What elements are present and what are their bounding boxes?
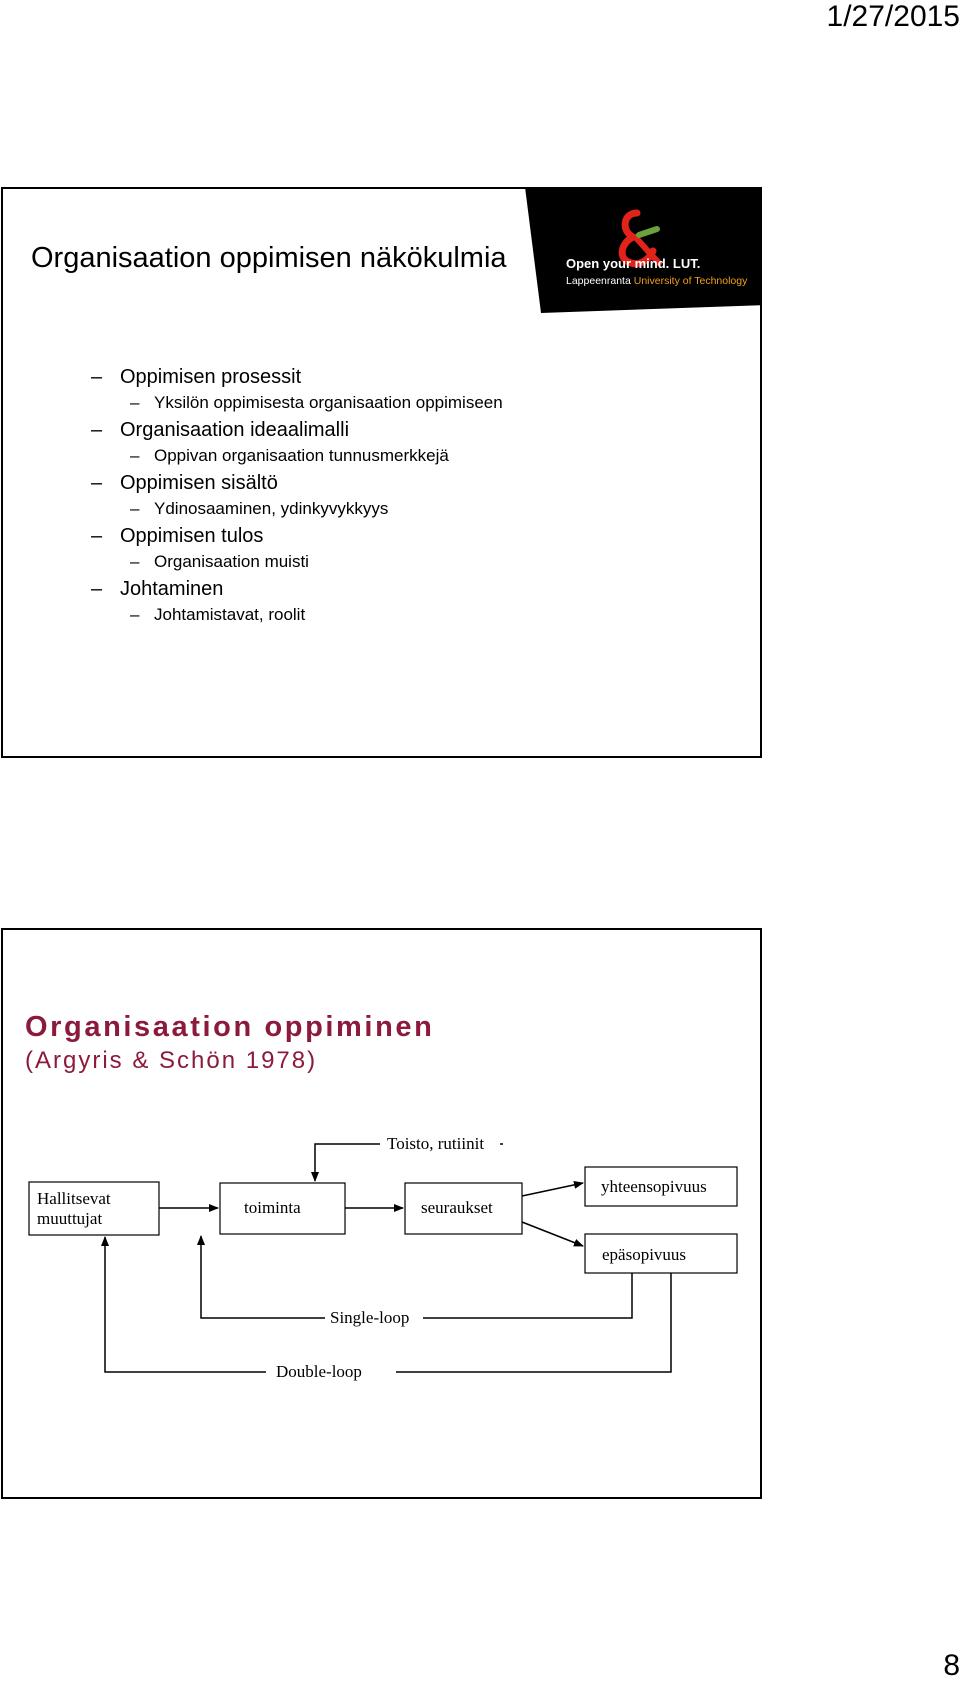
- slide-2-subtitle: (Argyris & Schön 1978): [25, 1047, 318, 1074]
- sub-bullet-item: – Johtamistavat, roolit: [3, 603, 523, 629]
- slide-1: [1, 187, 762, 758]
- dash-icon: –: [130, 499, 140, 518]
- dash-icon: –: [91, 578, 103, 600]
- sub-bullet-item: – Ydinosaaminen, ydinkyvykkyys: [3, 497, 523, 523]
- bullet-list: [3, 364, 523, 629]
- slide-2: [1, 928, 762, 1499]
- dash-icon: –: [91, 472, 103, 494]
- logo-university: Lappeenranta University of Technology: [566, 275, 748, 287]
- label-yhteensopivuus: yhteensopivuus: [601, 1177, 707, 1196]
- label-toiminta: toiminta: [244, 1198, 301, 1217]
- dash-icon: –: [91, 525, 103, 547]
- label-toisto-rutiinit: Toisto, rutiinit: [387, 1134, 485, 1153]
- label-hallitsevat: Hallitsevat: [37, 1189, 111, 1208]
- label-muuttujat: muuttujat: [37, 1209, 103, 1228]
- arrow-seuraukset-yhteensopivuus: [522, 1183, 583, 1196]
- dash-icon: –: [91, 366, 103, 388]
- bullet-item: – Oppimisen tulos: [91, 525, 264, 547]
- dash-icon: –: [130, 446, 140, 465]
- sub-bullet-item: – Oppivan organisaation tunnusmerkkejä: [3, 444, 523, 470]
- loop-single: [201, 1236, 632, 1318]
- dash-icon: –: [130, 605, 140, 624]
- dash-icon: –: [130, 552, 140, 571]
- label-seuraukset: seuraukset: [421, 1198, 493, 1217]
- page-number: 8: [943, 1649, 960, 1682]
- slide-2-title: Organisaation oppiminen: [25, 1011, 435, 1043]
- label-double-loop: Double-loop: [276, 1362, 362, 1381]
- lut-logo: [525, 187, 762, 313]
- bullet-item: – Johtaminen: [91, 578, 224, 600]
- learning-loop-diagram: [3, 930, 762, 1499]
- dash-icon: –: [130, 393, 140, 412]
- slide-1-title: Organisaation oppimisen näkökulmia: [31, 242, 507, 274]
- bullet-item: – Organisaation ideaalimalli: [91, 419, 350, 441]
- dash-icon: –: [91, 419, 103, 441]
- sub-bullet-item: – Organisaation muisti: [3, 550, 523, 576]
- print-date: 1/27/2015: [826, 0, 960, 33]
- bullet-item: – Oppimisen prosessit: [91, 366, 302, 388]
- label-epasopivuus: epäsopivuus: [602, 1245, 687, 1264]
- logo-slogan: Open your mind. LUT.: [566, 256, 701, 271]
- label-single-loop: Single-loop: [330, 1308, 410, 1327]
- bullet-item: – Oppimisen sisältö: [91, 472, 278, 494]
- arrow-seuraukset-epasopivuus: [522, 1222, 583, 1246]
- sub-bullet-item: – Yksilön oppimisesta organisaation oppimiseen: [3, 391, 523, 417]
